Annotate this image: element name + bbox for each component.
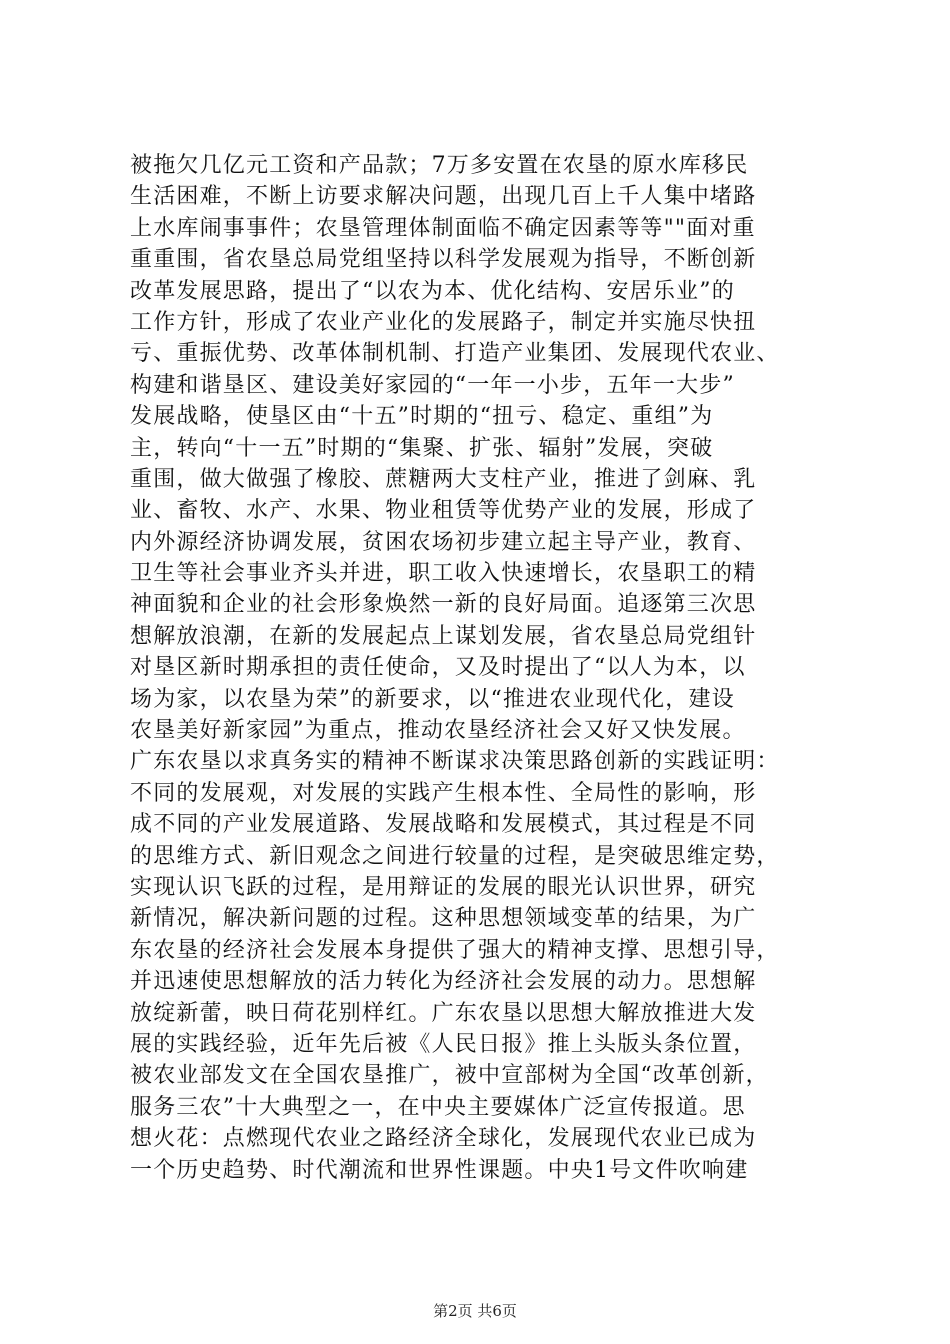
body-text-line: 实现认识飞跃的过程，是用辩证的发展的眼光认识世界，研究	[130, 874, 757, 900]
body-text-line: 亏、重振优势、改革体制机制、打造产业集团、发展现代农业、	[130, 341, 780, 367]
body-text-line: 一个历史趋势、时代潮流和世界性课题。中央1号文件吹响建	[130, 1157, 749, 1183]
body-text-line: 想解放浪潮，在新的发展起点上谋划发展，省农垦总局党组针	[130, 623, 757, 649]
body-text-line: 重重围，省农垦总局党组坚持以科学发展观为指导，不断创新	[130, 247, 757, 273]
body-text-line: 改革发展思路，提出了“以农为本、优化结构、安居乐业”的	[130, 278, 735, 304]
body-text-line: 放绽新蕾，映日荷花别样红。广东农垦以思想大解放推进大发	[130, 1000, 757, 1026]
document-body	[130, 150, 830, 1186]
body-text-line: 服务三农”十大典型之一，在中央主要媒体广泛宣传报道。思	[130, 1094, 746, 1120]
body-text-line: 卫生等社会事业齐头并进，职工收入快速增长，农垦职工的精	[130, 561, 757, 587]
body-text-line: 广东农垦以求真务实的精神不断谋求决策思路创新的实践证明：	[130, 749, 780, 775]
body-text-line: 农垦美好新家园”为重点，推动农垦经济社会又好又快发展。	[130, 718, 746, 744]
body-text-line: 上水库闹事事件；农垦管理体制面临不确定因素等等""面对重	[130, 215, 756, 241]
body-text-line: 被农业部发文在全国农垦推广，被中宣部树为全国“改革创新，	[130, 1063, 769, 1089]
body-text-line: 内外源经济协调发展，贫困农场初步建立起主导产业，教育、	[130, 529, 757, 555]
body-text-line: 想火花：点燃现代农业之路经济全球化，发展现代农业已成为	[130, 1126, 757, 1152]
body-text-line: 展的实践经验，近年先后被《人民日报》推上头版头条位置，	[130, 1031, 757, 1057]
body-text-line: 新情况，解决新问题的过程。这种思想领域变革的结果，为广	[130, 906, 757, 932]
body-text-line: 场为家，以农垦为荣”的新要求，以“推进农业现代化，建设	[130, 686, 735, 712]
page-number-footer: 第2页 共6页	[433, 1302, 517, 1320]
body-text-line: 发展战略，使垦区由“十五”时期的“扭亏、稳定、重组”为	[130, 404, 714, 430]
body-text-line: 东农垦的经济社会发展本身提供了强大的精神支撑、思想引导，	[130, 937, 780, 963]
body-text-line: 的思维方式、新旧观念之间进行较量的过程，是突破思维定势，	[130, 843, 780, 869]
body-text-line: 成不同的产业发展道路、发展战略和发展模式，其过程是不同	[130, 812, 757, 838]
body-text-line: 神面貌和企业的社会形象焕然一新的良好局面。追逐第三次思	[130, 592, 757, 618]
body-text-line: 生活困难，不断上访要求解决问题，出现几百上千人集中堵路	[130, 184, 757, 210]
body-text-line: 并迅速使思想解放的活力转化为经济社会发展的动力。思想解	[130, 969, 757, 995]
body-text-line: 主，转向“十一五”时期的“集聚、扩张、辐射”发展，突破	[130, 435, 714, 461]
body-text-line: 工作方针，形成了农业产业化的发展路子，制定并实施尽快扭	[130, 309, 757, 335]
body-text-line: 构建和谐垦区、建设美好家园的“一年一小步，五年一大步”	[130, 372, 735, 398]
body-text-line: 对垦区新时期承担的责任使命，又及时提出了“以人为本，以	[130, 655, 746, 681]
body-text-line: 业、畜牧、水产、水果、物业租赁等优势产业的发展，形成了	[130, 498, 757, 524]
body-text-line: 重围，做大做强了橡胶、蔗糖两大支柱产业，推进了剑麻、乳	[130, 466, 757, 492]
body-text-line: 被拖欠几亿元工资和产品款；7万多安置在农垦的原水库移民	[130, 153, 749, 178]
body-text-line: 不同的发展观，对发展的实践产生根本性、全局性的影响，形	[130, 780, 757, 806]
